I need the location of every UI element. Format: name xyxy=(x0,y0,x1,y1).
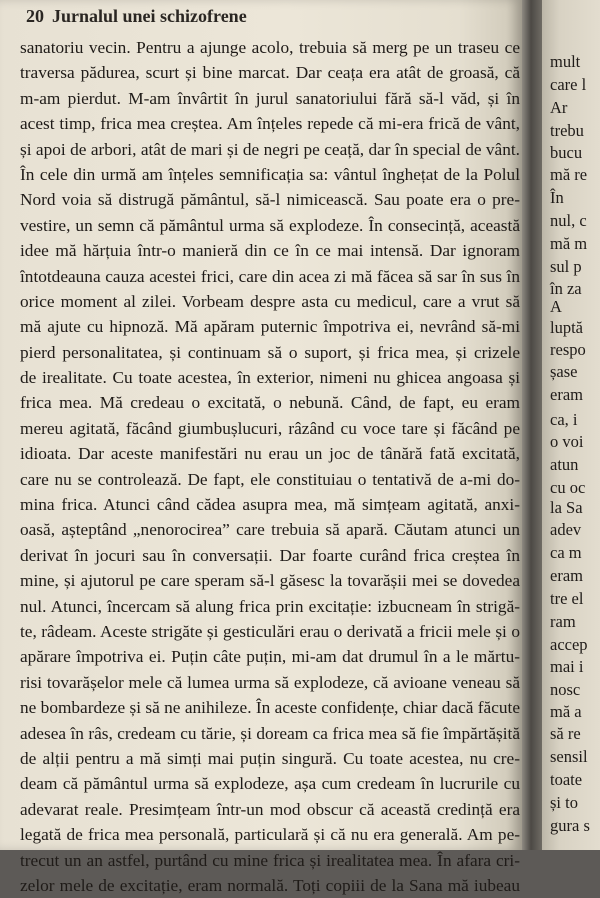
right-page-fragment: accep xyxy=(550,635,588,654)
text-line: deam că pământul urma să explodeze, așa cum credeam în lucrurile cu xyxy=(20,774,520,794)
right-page-fragment: tre el xyxy=(550,589,584,608)
right-page-fragment: luptă xyxy=(550,318,583,337)
right-page-fragment: bucu xyxy=(550,143,583,162)
text-line: de alții pentru a mă simți mai puțin singură. Cu toate acestea, nu cre- xyxy=(20,748,520,768)
right-page xyxy=(542,0,600,850)
right-page-fragment: gura s xyxy=(550,816,590,835)
book-gutter xyxy=(522,0,542,850)
text-line: și apoi de arbori, atât de mari și de negri pe ceață, dar în special de vânt. xyxy=(20,139,520,159)
text-line: risi tovarășelor mele că lumea urma să explodeze, că avioane veneau să xyxy=(20,672,520,692)
text-line: legată de frica mea personală, particulară și că nu era generală. Am pe- xyxy=(20,825,520,845)
right-page-fragment: atun xyxy=(550,455,579,474)
right-page-fragment: ca m xyxy=(550,543,582,562)
text-line: oasă, așteptând „nenorocirea” care trebuia să apară. Căutam atunci un xyxy=(20,520,520,540)
text-line: idee mă hărțuia într-o manieră din ce în ce mai intensă. Dar ignoram xyxy=(20,241,520,261)
right-page-fragment: trebu xyxy=(550,121,584,140)
right-page-fragment: În xyxy=(550,188,564,207)
text-line: idioata. Dar aceste manifestări nu erau un joc de tânără fată excitată, xyxy=(20,444,520,464)
running-header xyxy=(26,6,247,32)
right-page-fragment: toate xyxy=(550,770,583,789)
right-page-fragment: mă re xyxy=(550,165,588,184)
right-page-fragment: care l xyxy=(550,75,587,94)
right-page-fragment: adev xyxy=(550,520,582,539)
right-page-fragment: cu oc xyxy=(550,478,586,497)
text-line: adesea în râs, credeam cu tărie, și doream ca frica mea să fie împărtășită xyxy=(20,723,520,743)
text-line: de irealitate. Cu toate acestea, în exterior, nimeni nu ghicea angoasa și xyxy=(20,368,520,388)
right-page-fragment: A xyxy=(550,297,562,316)
text-line: frica mea. Mă credeau o excitată, o nebună. Când, de fapt, eu eram xyxy=(20,393,520,413)
text-line: pierd personalitatea, și continuam să o suport, și frica mea, și crizele xyxy=(20,342,520,362)
text-line: traversa pădurea, scurt și bine marcat. Dar ceața era atât de groasă, că xyxy=(20,63,520,83)
text-line: acest timp, frica mea creștea. Am înțeles repede că mi-era frică de vânt, xyxy=(20,114,520,134)
text-line: care nu se controlează. De fapt, ele constituiau o tentativă de a-mi do- xyxy=(20,469,520,489)
right-page-fragment: o voi xyxy=(550,432,584,451)
text-line: sanatoriu vecin. Pentru a ajunge acolo, trebuia să merg pe un traseu ce xyxy=(20,38,520,57)
body-text xyxy=(20,35,520,898)
text-line: În cele din urmă am înțeles semnificația sa: vântul înghețat de la Polul xyxy=(20,164,520,184)
right-page-fragment: mai i xyxy=(550,657,584,676)
text-line: Nord voia să distrugă pământul, să-l nimicească. Sau poate era o pre- xyxy=(20,190,520,210)
right-page-fragment: Ar xyxy=(550,98,568,117)
right-page-fragment: eram xyxy=(550,566,583,585)
right-page-fragment: nosc xyxy=(550,680,581,699)
right-page-fragment: la Sa xyxy=(550,498,583,517)
right-page-fragment: mult xyxy=(550,52,581,71)
text-line: mă ajute cu hipnoză. Mă apăram puternic împotriva ei, nevrând să-mi xyxy=(20,317,520,337)
right-page-fragment: eram xyxy=(550,385,583,404)
right-page-fragment: și to xyxy=(550,793,578,812)
right-page-fragment: sul p xyxy=(550,257,582,276)
right-page-fragment: în za xyxy=(550,279,582,298)
right-page-fragment: sensil xyxy=(550,747,588,766)
text-line: mina frica. Atunci când cădea asupra mea, mă simțeam agitată, anxi- xyxy=(20,495,520,515)
text-line: mereu agitată, făcând giumbușlucuri, râzând cu voce tare și făcând pe xyxy=(20,418,520,438)
text-line: derivat în jocuri sau în conversații. Dar foarte curând frica creștea în xyxy=(20,545,520,565)
right-page-fragment: șase xyxy=(550,362,578,381)
page-number: 20 xyxy=(26,6,44,26)
text-line: zelor mele de excitație, eram normală. Toți copiii de la Sana mă iubeau xyxy=(20,875,520,895)
text-line: apărare împotriva ei. Puțin câte puțin, mi-am dat drumul în a le mărtu- xyxy=(20,647,520,667)
right-page-fragment: ram xyxy=(550,612,576,631)
text-line: m-am pierdut. M-am învârtit în jurul sanatoriului fără să-l văd, și în xyxy=(20,88,520,108)
text-line: te, râdeam. Aceste strigăte și gesticulări erau o derivată a fricii mele și o xyxy=(20,621,520,641)
right-page-fragment: mă a xyxy=(550,702,582,721)
right-page-fragment: ca, i xyxy=(550,410,578,429)
text-line: mine, și ajutorul pe care speram să-l găsesc la tovarășii mei se dovedea xyxy=(20,571,520,591)
right-page-fragment: să re xyxy=(550,724,581,743)
text-line: orice moment al zilei. Vorbeam despre asta cu medicul, care a vrut să xyxy=(20,291,520,311)
text-line: vestire, un semn că pământul urma să explodeze. În consecință, această xyxy=(20,215,520,235)
book-title: Jurnalul unei schizofrene xyxy=(52,6,247,26)
text-line: trecut un an astfel, purtând cu mine frica și irealitatea mea. În afara cri- xyxy=(20,850,520,870)
right-page-fragment: nul, c xyxy=(550,211,587,230)
right-page-fragment: respo xyxy=(550,340,586,359)
text-line: adevarat reale. Presimțeam într-un mod obscur că această credință era xyxy=(20,799,520,819)
text-line: nul. Atunci, încercam să alung frica prin excitație: izbucneam în strigă- xyxy=(20,596,520,616)
text-line: ne bombardeze și să ne anihileze. În aceste confidențe, chiar dacă făcute xyxy=(20,698,520,718)
right-page-fragment: mă m xyxy=(550,234,588,253)
text-line: întotdeauna cauza acestei frici, care din acea zi mă făcea să sar în sus în xyxy=(20,266,520,286)
